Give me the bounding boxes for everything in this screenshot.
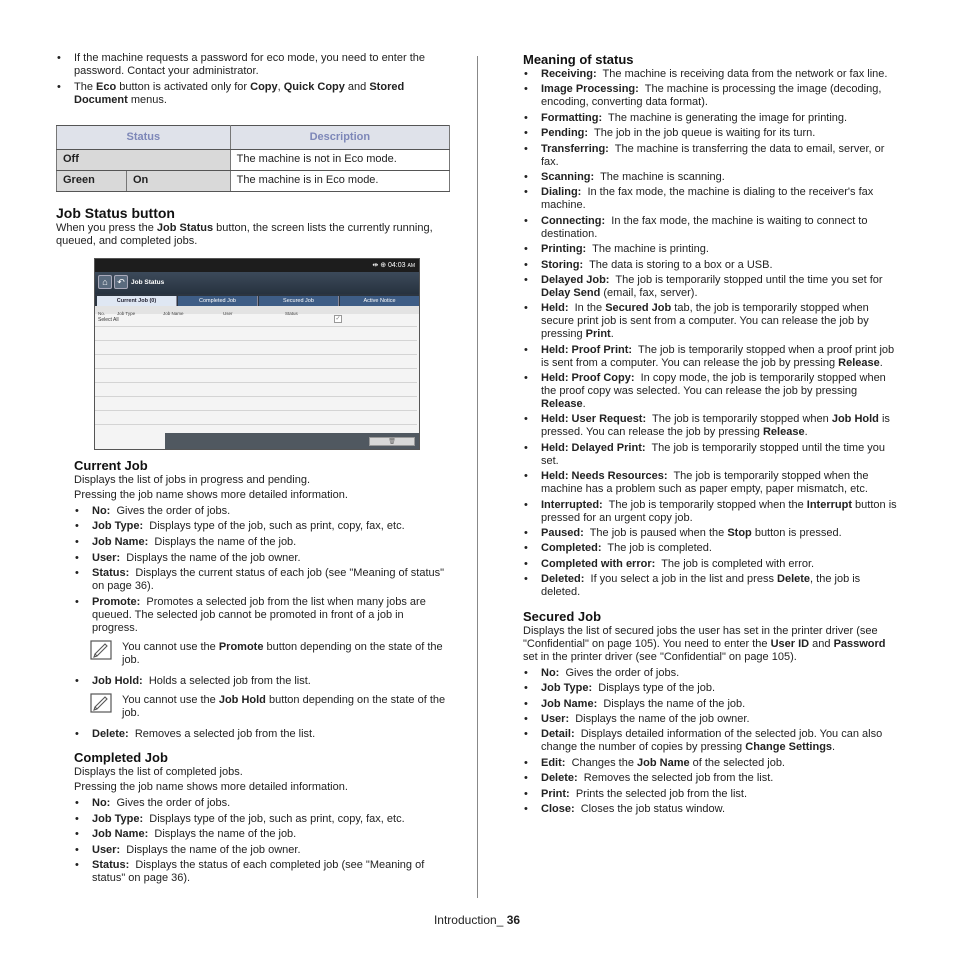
delete-button[interactable] [369, 437, 415, 446]
list-item: • Job Type: Displays type of the job. [523, 682, 900, 695]
list-item: • Scanning: The machine is scanning. [523, 171, 900, 184]
tab-secured-job[interactable]: Secured Job [259, 296, 339, 306]
list-item: • User: Displays the name of the job owner. [74, 844, 450, 857]
list-item: • Delete: Removes the selected job from the list. [523, 772, 900, 785]
list-item: • User: Displays the name of the job owner. [523, 713, 900, 726]
list-item: • Paused: The job is paused when the Stop button is pressed. [523, 527, 900, 540]
list-item: • Completed with error: The job is completed with error. [523, 558, 900, 571]
list-item: • Deleted: If you select a job in the list and press Delete, the job is deleted. [523, 573, 900, 599]
list-item: • Held: Delayed Print: The job is temporarily stopped until the time you set. [523, 442, 900, 468]
right-column [523, 52, 900, 818]
list-item: • Status: Displays the status of each completed job (see "Meaning of status" on page 36). [74, 859, 450, 885]
paragraph: When you press the Job Status button, the screen lists the currently running, queued, and completed jobs. [56, 221, 433, 247]
list-item: • Held: In the Secured Job tab, the job is temporarily stopped when secure print job is sent from a computer. You can release the job by pressing Print. [523, 302, 900, 341]
list-item: • Edit: Changes the Job Name of the selected job. [523, 757, 900, 770]
list-item: • Delayed Job: The job is temporarily stopped until the time you set for Delay Send (email, fax, server). [523, 274, 900, 300]
select-all-checkbox[interactable]: ✓ [335, 315, 341, 322]
completed-job-list [74, 797, 450, 885]
network-icon: ⊕ [380, 261, 387, 269]
list-item: • Storing: The data is storing to a box or a USB. [523, 259, 900, 272]
column-divider [477, 56, 478, 898]
tab-active-notice[interactable]: Active Notice [340, 296, 420, 306]
table-row: Green On The machine is in Eco mode. [57, 170, 450, 191]
table-row[interactable] [95, 342, 417, 355]
list-item: • Job Type: Displays type of the job, such as print, copy, fax, etc. [74, 813, 450, 826]
meaning-of-status-list [523, 68, 900, 599]
list-item: • If the machine requests a password for eco mode, you need to enter the password. Contact your administrator. [56, 52, 450, 78]
table-header: Status [57, 125, 231, 149]
note-icon [90, 640, 112, 660]
list-item: • Close: Closes the job status window. [523, 803, 900, 816]
eco-status-table [56, 125, 450, 192]
paragraph: Displays the list of secured jobs the user has set in the printer driver (see "Confidential" on page 105). You need to enter the User ID and Password set in the printer driver (see "Confidential" on page 105). [523, 625, 886, 664]
tab-current-job[interactable]: Current Job (0) [97, 296, 177, 306]
list-item: • Held: Needs Resources: The job is temporarily stopped when the machine has a problem such as paper empty, paper mismatch, etc. [523, 470, 900, 496]
list-item: • Connecting: In the fax mode, the machine is waiting to connect to destination. [523, 215, 900, 241]
secured-job-list [523, 667, 900, 816]
list-item: • Held: User Request: The job is temporarily stopped when Job Hold is pressed. You can release the job by pressing Release. [523, 413, 900, 439]
list-item: • Image Processing: The machine is processing the image (decoding, encoding, converting data format). [523, 83, 900, 109]
job-status-screenshot [94, 258, 420, 450]
column-headers: No. Job Type Job Name User Status [95, 306, 419, 314]
select-all-row[interactable]: Select All [95, 314, 417, 327]
list-item: • Print: Prints the selected job from the list. [523, 788, 900, 801]
list-item: • Job Name: Displays the name of the job. [74, 828, 450, 841]
screen-title: Job Status [131, 278, 165, 286]
home-icon[interactable]: ⌂ [98, 275, 112, 289]
list-item: • Held: Proof Print: The job is temporarily stopped when a proof print job is sent from a computer. You can release the job by pressing Release. [523, 344, 900, 370]
note-promote: You cannot use the Promote button depending on the state of the job. [74, 641, 450, 667]
table-row[interactable] [95, 412, 417, 425]
note-icon [90, 693, 112, 713]
subsection-title: Current Job [74, 457, 148, 473]
list-item: • Status: Displays the current status of each job (see "Meaning of status" on page 36). [74, 567, 450, 593]
table-row[interactable] [95, 398, 417, 411]
trash-icon: 🗑 [388, 438, 396, 445]
list-item: • No: Gives the order of jobs. [523, 667, 900, 680]
table-row: Off The machine is not in Eco mode. [57, 149, 450, 170]
list-item: • Dialing: In the fax mode, the machine is dialing to the receiver's fax machine. [523, 186, 900, 212]
tab-completed-job[interactable]: Completed Job [178, 296, 258, 306]
subsection-title: Meaning of status [523, 52, 634, 67]
list-item: • No: Gives the order of jobs. [74, 797, 450, 810]
list-item: • Job Name: Displays the name of the job. [523, 698, 900, 711]
list-item: • Transferring: The machine is transferring the data to email, server, or fax. [523, 143, 900, 169]
current-job-list [74, 505, 450, 635]
left-column: • If the machine requests a password for eco mode, you need to enter the password. Contact your administrator. • The Eco button is activated only for Copy, Quick Copy and Stored Document menus. Status Description Off The machine is not in Eco mode. Green On The machine is in Eco mode. Job Status button When you press the Job Status button, the screen lists the currently running, queued, and completed jobs. ⇹ ⊕ 04:03 AM ⌂ ↶ Job Status Current Job (0) Completed Job Secured Job Active Notice No. Job Type Job Name User Status Select All ✓ 🗑 Current Job Displays the list of jobs in progress and pending. Pressing the job name shows more detailed information. • No: Gives the order of jobs. • Job Type: Displays type of the job, such as print, copy, fax, etc. • Job Name: Displays the name of the job. • User: Displays the name of the job owner. • Status: Displays the current status of each job (see "Meaning of status" on page 36). • Promote: Promotes a selected job from the list when many jobs are queued. The selected job cannot be promoted in front of a job in progress. You cannot use the Promote button depending on the state of the job. • Job Hold: Holds a selected job from the list. You cannot use the Job Hold button depending on the state of the job. • Delete: Removes a selected job from the list. Completed Job Displays the list of completed jobs. Pressing the job name shows more detailed information. • No: Gives the order of jobs. • Job Type: Displays type of the job, such as print, copy, fax, etc. • Job Name: Displays the name of the job. • User: Displays the name of the job owner. • Status: Displays the status of each completed job (see "Meaning of status" on page 36). [56, 52, 450, 888]
list-item: • Printing: The machine is printing. [523, 243, 900, 256]
list-item: • Completed: The job is completed. [523, 542, 900, 555]
list-item: • User: Displays the name of the job owner. [74, 552, 450, 565]
list-item: • The Eco button is activated only for Copy, Quick Copy and Stored Document menus. [56, 81, 450, 107]
list-item: • Receiving: The machine is receiving data from the network or fax line. [523, 68, 900, 81]
back-icon[interactable]: ↶ [114, 275, 128, 289]
section-title: Job Status button [56, 204, 175, 221]
table-row[interactable] [95, 384, 417, 397]
subsection-title: Completed Job [74, 749, 168, 765]
list-item: • Job Type: Displays type of the job, such as print, copy, fax, etc. [74, 520, 450, 533]
subsection-title: Secured Job [523, 609, 602, 625]
list-item: • Job Name: Displays the name of the job. [74, 536, 450, 549]
usb-icon: ⇹ [372, 261, 379, 269]
list-item: • Held: Proof Copy: In copy mode, the job is temporarily stopped when the proof copy was selected. You can release the job by pressing Release. [523, 372, 900, 411]
table-row[interactable] [95, 328, 417, 341]
page-footer: Introduction_ 36 [433, 913, 521, 927]
table-header: Description [230, 125, 449, 149]
list-item: • Detail: Displays detailed information of the selected job. You can also change the number of copies by pressing Change Settings. [523, 728, 900, 754]
note-job-hold: You cannot use the Job Hold button depending on the state of the job. [74, 694, 450, 720]
status-bar: ⇹ ⊕ 04:03 AM [95, 259, 419, 272]
table-row[interactable] [95, 370, 417, 383]
list-item: • No: Gives the order of jobs. [74, 505, 450, 518]
list-item: • Pending: The job in the job queue is waiting for its turn. [523, 127, 900, 140]
list-item: • Formatting: The machine is generating the image for printing. [523, 112, 900, 125]
list-item: • Interrupted: The job is temporarily stopped when the Interrupt button is pressed for an urgent copy job. [523, 499, 900, 525]
list-item: • Job Hold: Holds a selected job from the list. [74, 675, 450, 688]
eco-notes [56, 52, 450, 107]
list-item: • Promote: Promotes a selected job from the list when many jobs are queued. The selected job cannot be promoted in front of a job in progress. [74, 596, 450, 635]
table-row[interactable] [95, 356, 417, 369]
list-item: • Delete: Removes a selected job from the list. [74, 728, 450, 741]
